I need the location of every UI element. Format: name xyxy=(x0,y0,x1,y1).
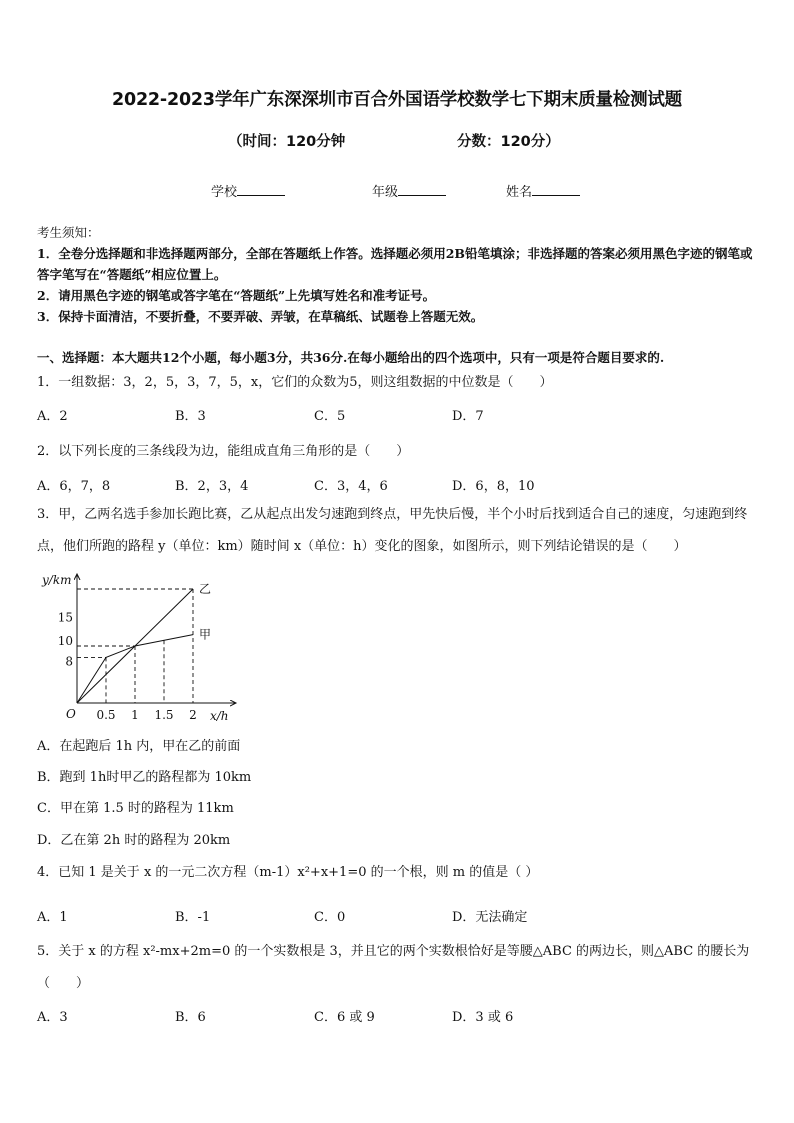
name-blank xyxy=(532,183,580,196)
option-c: C．6 或 9 xyxy=(314,1010,375,1025)
x-tick-label: 2 xyxy=(189,708,197,722)
distance-time-chart xyxy=(38,568,248,728)
option-d: D．6，8，10 xyxy=(452,479,535,494)
option-d: D．3 或 6 xyxy=(452,1010,514,1025)
option-a: A．2 xyxy=(37,409,68,424)
exam-time: （时间：120分钟 xyxy=(228,134,346,150)
x-tick-label: 0.5 xyxy=(96,708,116,722)
option-d: D．7 xyxy=(452,409,484,424)
x-tick-label: 1 xyxy=(131,708,139,722)
question-5-options xyxy=(37,1006,762,1026)
option-a: A．6，7，8 xyxy=(37,479,111,494)
grade-field xyxy=(372,181,446,200)
question-4: 4．已知 1 是关于 x 的一元二次方程（m-1）x²+x+1=0 的一个根，则 m 的值是（ ） xyxy=(37,865,539,880)
y-axis-label: y/km xyxy=(42,573,72,587)
school-field xyxy=(211,181,285,200)
note-item: 2．请用黑色字迹的钢笔或答字笔在“答题纸”上先填写姓名和准考证号。 xyxy=(37,288,436,303)
notes-heading: 考生须知： xyxy=(37,225,100,240)
question-3-option-d: D．乙在第 2h 时的路程为 20km xyxy=(37,833,231,848)
series-yi-label: 乙 xyxy=(199,582,212,596)
question-1-options xyxy=(37,405,762,425)
school-label: 学校 xyxy=(211,185,238,200)
option-c: C．3，4，6 xyxy=(314,479,388,494)
option-b: B．-1 xyxy=(175,910,211,925)
option-a: A．1 xyxy=(37,910,68,925)
option-a: A．3 xyxy=(37,1010,68,1025)
option-d: D．无法确定 xyxy=(452,910,528,925)
question-3-option-c: C．甲在第 1.5 时的路程为 11km xyxy=(37,801,234,816)
question-2: 2．以下列长度的三条线段为边，能组成直角三角形的是（ ） xyxy=(37,444,410,459)
question-1: 1．一组数据：3，2，5，3，7，5，x，它们的众数为5，则这组数据的中位数是（ ） xyxy=(37,375,553,390)
note-item: 3．保持卡面清洁，不要折叠，不要弄破、弄皱，在草稿纸、试题卷上答题无效。 xyxy=(37,309,484,324)
name-label: 姓名 xyxy=(506,185,533,200)
y-tick-label: 8 xyxy=(65,654,73,669)
series-jia-label: 甲 xyxy=(199,627,212,642)
exam-score: 分数：120分） xyxy=(457,134,560,150)
grade-label: 年级 xyxy=(372,185,399,200)
option-b: B．6 xyxy=(175,1010,206,1025)
question-2-options xyxy=(37,475,762,495)
question-4-options xyxy=(37,906,762,926)
school-blank xyxy=(237,183,285,196)
option-b: B．3 xyxy=(175,409,206,424)
option-b: B．2，3，4 xyxy=(175,479,249,494)
option-c: C．5 xyxy=(314,409,346,424)
y-tick-label: 10 xyxy=(57,634,73,648)
x-axis-label: x/h xyxy=(210,709,229,723)
y-tick-label: 15 xyxy=(57,610,73,625)
question-3-option-b: B．跑到 1h时甲乙的路程都为 10km xyxy=(37,770,252,785)
question-3-option-a: A．在起跑后 1h 内，甲在乙的前面 xyxy=(37,739,241,754)
grade-blank xyxy=(398,183,446,196)
page-title: 2022-2023学年广东深深圳市百合外国语学校数学七下期末质量检测试题 xyxy=(112,90,682,110)
origin-label: O xyxy=(66,707,76,721)
question-5: 5．关于 x 的方程 x²-mx+2m=0 的一个实数根是 3，并且它的两个实数根恰好是等腰△ABC 的两边长，则△ABC 的腰长为（ ） xyxy=(37,944,750,991)
exam-notes xyxy=(37,222,759,327)
question-3: 3．甲，乙两名选手参加长跑比赛，乙从起点出发匀速跑到终点，甲先快后慢，半个小时后找到适合自己的速度，匀速跑到终点，他们所跑的路程 y（单位：km）随时间 x（单位：h）变化的图象，如图所示，则下列结论错误的是（ ） xyxy=(37,507,748,554)
x-tick-label: 1.5 xyxy=(154,708,174,722)
name-field xyxy=(506,181,580,200)
note-item: 1．全卷分选择题和非选择题两部分，全部在答题纸上作答。选择题必须用2B铅笔填涂；非选择题的答案必须用黑色字迹的钢笔或答字笔写在“答题纸”相应位置上。 xyxy=(37,246,753,282)
option-c: C．0 xyxy=(314,910,346,925)
section-heading: 一、选择题：本大题共12个小题，每小题3分，共36分.在每小题给出的四个选项中，只有一项是符合题目要求的. xyxy=(37,350,665,365)
